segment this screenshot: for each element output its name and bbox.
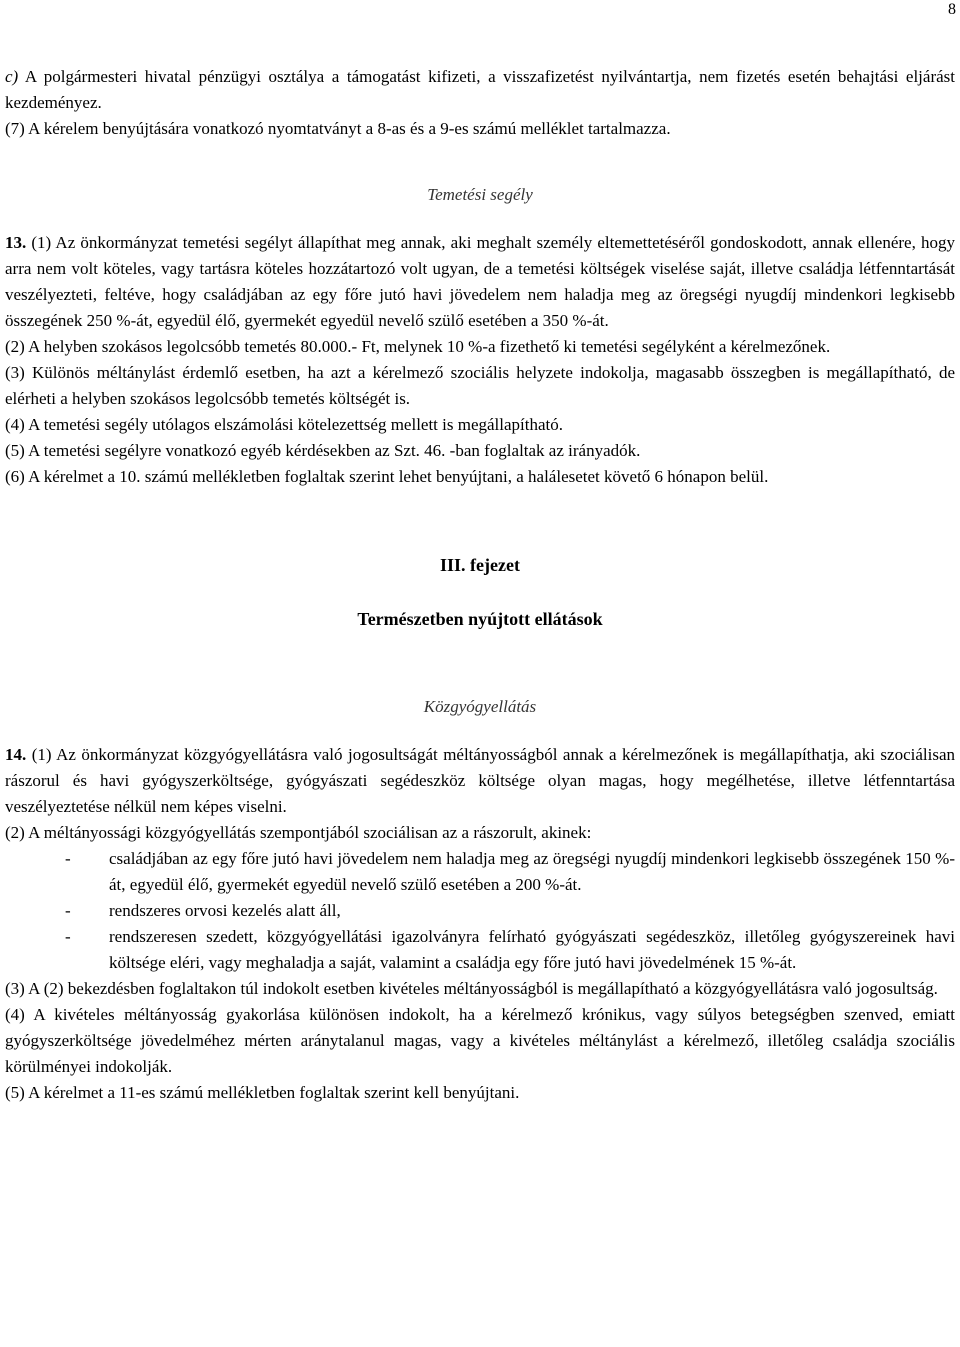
section-13-paragraph-1 — [5, 230, 955, 334]
section-13-paragraph-5: (5) A temetési segélyre vonatkozó egyéb kérdésekben az Szt. 46. -ban foglaltak az irányadók. — [5, 441, 641, 460]
section-14-paragraph-4: (4) A kivételes méltányosság gyakorlása különösen indokolt, ha a kérelmező krónikus, vagy súlyos betegségben szenved, emiatt gyógyszerköltsége jövedelméhez mérten aránytalanul magas, vagy a kivételes méltánylást a kérelmező, illetőleg családja szociális körülményei indokolják. — [5, 1005, 955, 1076]
page-number: 8 — [948, 1, 956, 18]
section-13-paragraph-3: (3) Különös méltánylást érdemlő esetben, ha azt a kérelmező szociális helyzete indokolja, magasabb összegben is megállapítható, de elérheti a helyben szokásos legolcsóbb temetés költségét is. — [5, 363, 955, 408]
section-14-paragraph-5: (5) A kérelmet a 11-es számú mellékletben foglaltak szerint kell benyújtani. — [5, 1083, 520, 1102]
dash-marker: - — [65, 901, 71, 920]
list-item-text: rendszeresen szedett, közgyógyellátási igazolványra felírható gyógyászati segédeszköz, illetőleg gyógyszereinek havi költsége eléri, vagy meghaladja a saját, valamint a családja egy főre jutó havi jövedelmének 15 %-át. — [109, 927, 955, 972]
section-14-paragraph-3: (3) A (2) bekezdésben foglaltakon túl indokolt esetben kivételes méltányosságból is megállapítható a közgyógyellátásra való jogosultság. — [5, 979, 938, 998]
list-item-text: családjában az egy főre jutó havi jövedelem nem haladja meg az öregségi nyugdíj mindenkori legkisebb összegének 150 %-át, egyedül élő, gyermekét egyedül nevelő szülő esetében a 200 %-át. — [109, 849, 955, 894]
section-13-p1-text: (1) Az önkormányzat temetési segélyt állapíthat meg annak, aki meghalt személy eltemettetéséről gondoskodott, annak ellenére, hogy arra nem volt köteles, vagy tartásra köteles hozzátartozó volt ugyan, de a temetési költségek viselése saját, illetve családja létfenntartását veszélyezteti, feltéve, hogy családjában az egy főre jutó havi jövedelem nem haladja meg az öregségi nyugdíj mindenkori legkisebb összegének 250 %-át, egyedül élő, gyermekét egyedül nevelő szülő esetében a 350 %-át. — [5, 233, 955, 330]
paragraph-c — [5, 64, 955, 116]
section-subtitle-temetesi: Temetési segély — [427, 185, 533, 204]
dash-marker: - — [65, 927, 71, 946]
section-number-13: 13. — [5, 233, 27, 252]
paragraph-7: (7) A kérelem benyújtására vonatkozó nyomtatványt a 8-as és a 9-es számú melléklet tartalmazza. — [5, 119, 671, 138]
section-13-paragraph-6: (6) A kérelmet a 10. számú mellékletben foglaltak szerint lehet benyújtani, a halálesetet követő 6 hónapon belül. — [5, 467, 769, 486]
document-body — [5, 64, 955, 1106]
list-item-text: rendszeres orvosi kezelés alatt áll, — [109, 901, 341, 920]
section-subtitle-kozgyogy: Közgyógyellátás — [423, 697, 537, 716]
section-14-paragraph-2: (2) A méltányossági közgyógyellátás szempontjából szociálisan az a rászorult, akinek: — [5, 823, 592, 842]
section-13-paragraph-4: (4) A temetési segély utólagos elszámolási kötelezettség mellett is megállapítható. — [5, 415, 564, 434]
list-item — [5, 924, 955, 976]
list-item — [5, 846, 955, 898]
list-item — [5, 898, 955, 924]
section-13-paragraph-2: (2) A helyben szokásos legolcsóbb temetés 80.000.- Ft, melynek 10 %-a fizethető ki temetési segélyként a kérelmezőnek. — [5, 337, 831, 356]
chapter-title: Természetben nyújtott ellátások — [357, 609, 603, 629]
section-number-14: 14. — [5, 745, 27, 764]
chapter-number: III. fejezet — [440, 555, 520, 575]
eligibility-list — [5, 846, 955, 976]
section-14-paragraph-1 — [5, 742, 955, 820]
item-label-c: c) — [5, 67, 19, 86]
paragraph-c-text: A polgármesteri hivatal pénzügyi osztálya a támogatást kifizeti, a visszafizetést nyilvántartja, nem fizetés esetén behajtási eljárást kezdeményez. — [5, 67, 955, 112]
section-14-p1-text: (1) Az önkormányzat közgyógyellátásra való jogosultságát méltányosságból annak a kérelmezőnek is megállapíthatja, aki szociálisan rászorul és havi gyógyszerköltsége, gyógyászati segédeszköz költsége olyan magas, hogy megélhetése, illetve létfenntartása veszélyeztetése nélkül nem képes viselni. — [5, 745, 955, 816]
dash-marker: - — [65, 849, 71, 868]
